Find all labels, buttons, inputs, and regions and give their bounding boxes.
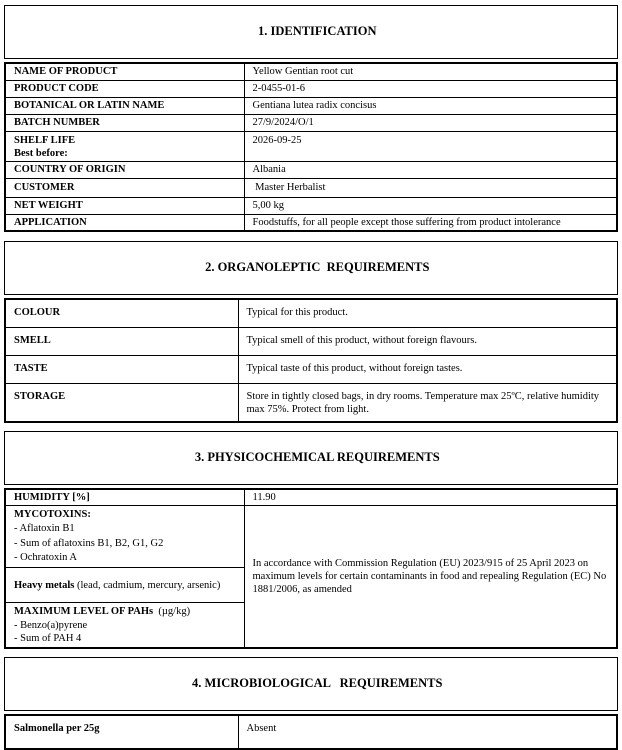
shelf-life-label: SHELF LIFE (14, 134, 76, 146)
row-value: Master Herbalist (244, 178, 617, 197)
row-label: NET WEIGHT (5, 197, 244, 214)
table-row (5, 489, 617, 506)
table-row (5, 80, 617, 97)
table-row (5, 97, 617, 114)
table-row (5, 114, 617, 131)
row-value: Gentiana lutea radix concisus (244, 97, 617, 114)
pahs-item: - Benzo(a)pyrene (14, 619, 88, 631)
row-value: Store in tightly closed bags, in dry rooms. Temperature max 25ºC, relative humidity max 75%. Protect from light. (238, 383, 617, 422)
row-value: 2026-09-25 (244, 131, 617, 161)
pahs-cell (5, 603, 244, 649)
pahs-label-line (14, 605, 238, 618)
section-microbiological-title: 4. MICROBIOLOGICAL REQUIREMENTS (192, 676, 443, 691)
table-row (5, 63, 617, 80)
organoleptic-table (4, 298, 618, 423)
identification-table (4, 62, 618, 232)
physicochemical-table (4, 488, 618, 649)
row-value: Typical taste of this product, without foreign tastes. (238, 355, 617, 383)
table-row (5, 214, 617, 231)
mycotoxins-item: - Ochratoxin A (14, 551, 77, 563)
row-value: Albania (244, 161, 617, 178)
row-value: 27/9/2024/O/1 (244, 114, 617, 131)
section-identification-title: 1. IDENTIFICATION (257, 24, 377, 38)
row-value: 2-0455-01-6 (244, 80, 617, 97)
row-label: STORAGE (5, 383, 238, 422)
row-label: NAME OF PRODUCT (5, 63, 244, 80)
row-label: BATCH NUMBER (5, 114, 244, 131)
section-microbiological-header (4, 657, 618, 711)
section-organoleptic-header (4, 241, 618, 295)
row-value: Yellow Gentian root cut (244, 63, 617, 80)
row-value: 5,00 kg (244, 197, 617, 214)
table-row (5, 197, 617, 214)
table-row (5, 506, 617, 568)
humidity-label: HUMIDITY [%] (5, 489, 244, 506)
row-label: COLOUR (5, 299, 238, 327)
salmonella-label: Salmonella per 25g (5, 715, 238, 749)
row-label: CUSTOMER (5, 178, 244, 197)
table-row (5, 327, 617, 355)
table-row (5, 131, 617, 161)
section-physicochemical-header (4, 431, 618, 485)
mycotoxins-item: - Aflatoxin B1 (14, 523, 75, 535)
section-identification-header (4, 5, 618, 59)
row-value: Typical for this product. (238, 299, 617, 327)
row-label: SMELL (5, 327, 238, 355)
section-physicochemical-title: 3. PHYSICOCHEMICAL REQUIREMENTS (194, 450, 440, 464)
heavy-metals-cell (5, 568, 244, 603)
pahs-item: - Sum of PAH 4 (14, 633, 82, 644)
heavy-metals-label: Heavy metals (14, 579, 75, 591)
section-organoleptic-title: 2. ORGANOLEPTIC REQUIREMENTS (205, 260, 430, 274)
mycotoxins-cell (5, 506, 244, 568)
row-label: TASTE (5, 355, 238, 383)
table-row (5, 299, 617, 327)
row-value: Foodstuffs, for all people except those suffering from product intolerance (244, 214, 617, 231)
mycotoxins-item: - Sum of aflatoxins B1, B2, G1, G2 (14, 537, 164, 549)
best-before-label: Best before: (14, 147, 68, 159)
mycotoxins-label: MYCOTOXINS: (14, 509, 91, 520)
pahs-unit: (µg/kg) (153, 606, 191, 618)
row-value: Typical smell of this product, without foreign flavours. (238, 327, 617, 355)
regulation-note: In accordance with Commission Regulation (EU) 2023/915 of 25 April 2023 on maximum levels for certain contaminants in food and repealing Regulation (EC) No 1881/2006, as amended (244, 506, 617, 649)
table-row (5, 161, 617, 178)
heavy-metals-detail: (lead, cadmium, mercury, arsenic) (74, 579, 221, 591)
table-row (5, 383, 617, 422)
microbiological-table (4, 714, 618, 750)
row-label (5, 131, 244, 161)
row-label: PRODUCT CODE (5, 80, 244, 97)
table-row (5, 355, 617, 383)
table-row (5, 178, 617, 197)
pahs-label: MAXIMUM LEVEL OF PAHs (14, 606, 154, 618)
table-row (5, 715, 617, 749)
row-label: APPLICATION (5, 214, 244, 231)
humidity-value: 11.90 (244, 489, 617, 506)
salmonella-value: Absent (238, 715, 617, 749)
row-label: COUNTRY OF ORIGIN (5, 161, 244, 178)
row-label: BOTANICAL OR LATIN NAME (5, 97, 244, 114)
